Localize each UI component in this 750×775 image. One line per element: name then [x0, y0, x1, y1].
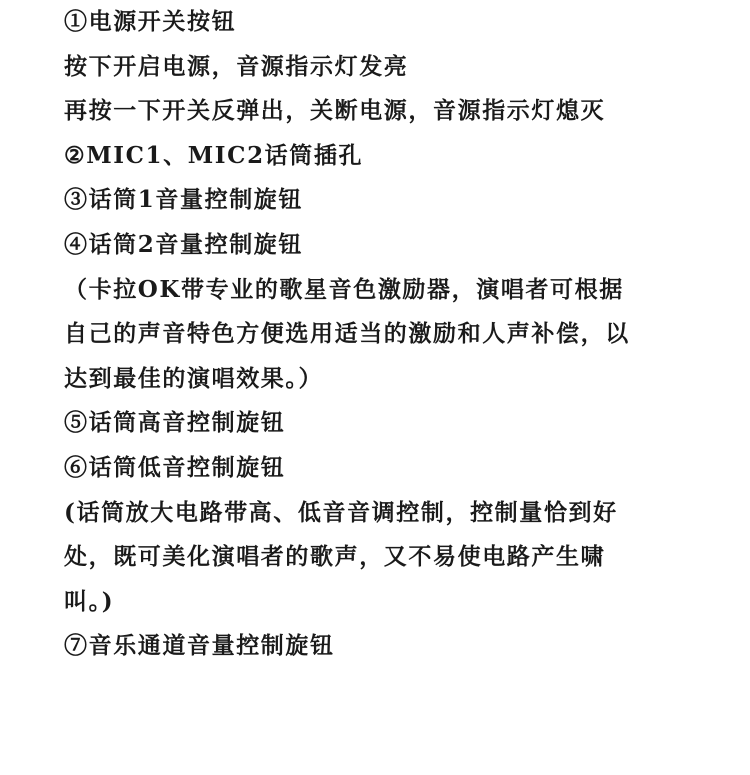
mic-jack-heading: ②MIC1、MIC2话筒插孔 — [64, 141, 364, 169]
music-volume-heading: ⑦音乐通道音量控制旋钮 — [64, 632, 335, 660]
text-line: 处，既可美化演唱者的歌声，又不易使电路产生啸 — [64, 543, 606, 571]
text-line: (话筒放大电路带高、低音音调控制，控制量恰到好 — [64, 498, 618, 526]
mic-treble-heading: ⑤话筒高音控制旋钮 — [64, 409, 286, 437]
text-line: （卡拉OK带专业的歌星音色激励器，演唱者可根据 — [64, 275, 624, 303]
text-line: 自己的声音特色方便选用适当的激励和人声补偿，以 — [64, 320, 630, 348]
mic1-volume-heading: ③话筒1音量控制旋钮 — [64, 186, 304, 214]
mic-bass-heading: ⑥话筒低音控制旋钮 — [64, 453, 286, 481]
mic2-volume-heading: ④话筒2音量控制旋钮 — [64, 230, 304, 258]
power-switch-heading: ①电源开关按钮 — [64, 8, 237, 35]
text-line: 叫。) — [64, 587, 115, 615]
text-line: 达到最佳的演唱效果。） — [64, 364, 324, 392]
text-line: 按下开启电源，音源指示灯发亮 — [64, 52, 409, 80]
text-line: 再按一下开关反弹出，关断电源，音源指示灯熄灭 — [64, 97, 606, 125]
document-body — [64, 0, 704, 669]
